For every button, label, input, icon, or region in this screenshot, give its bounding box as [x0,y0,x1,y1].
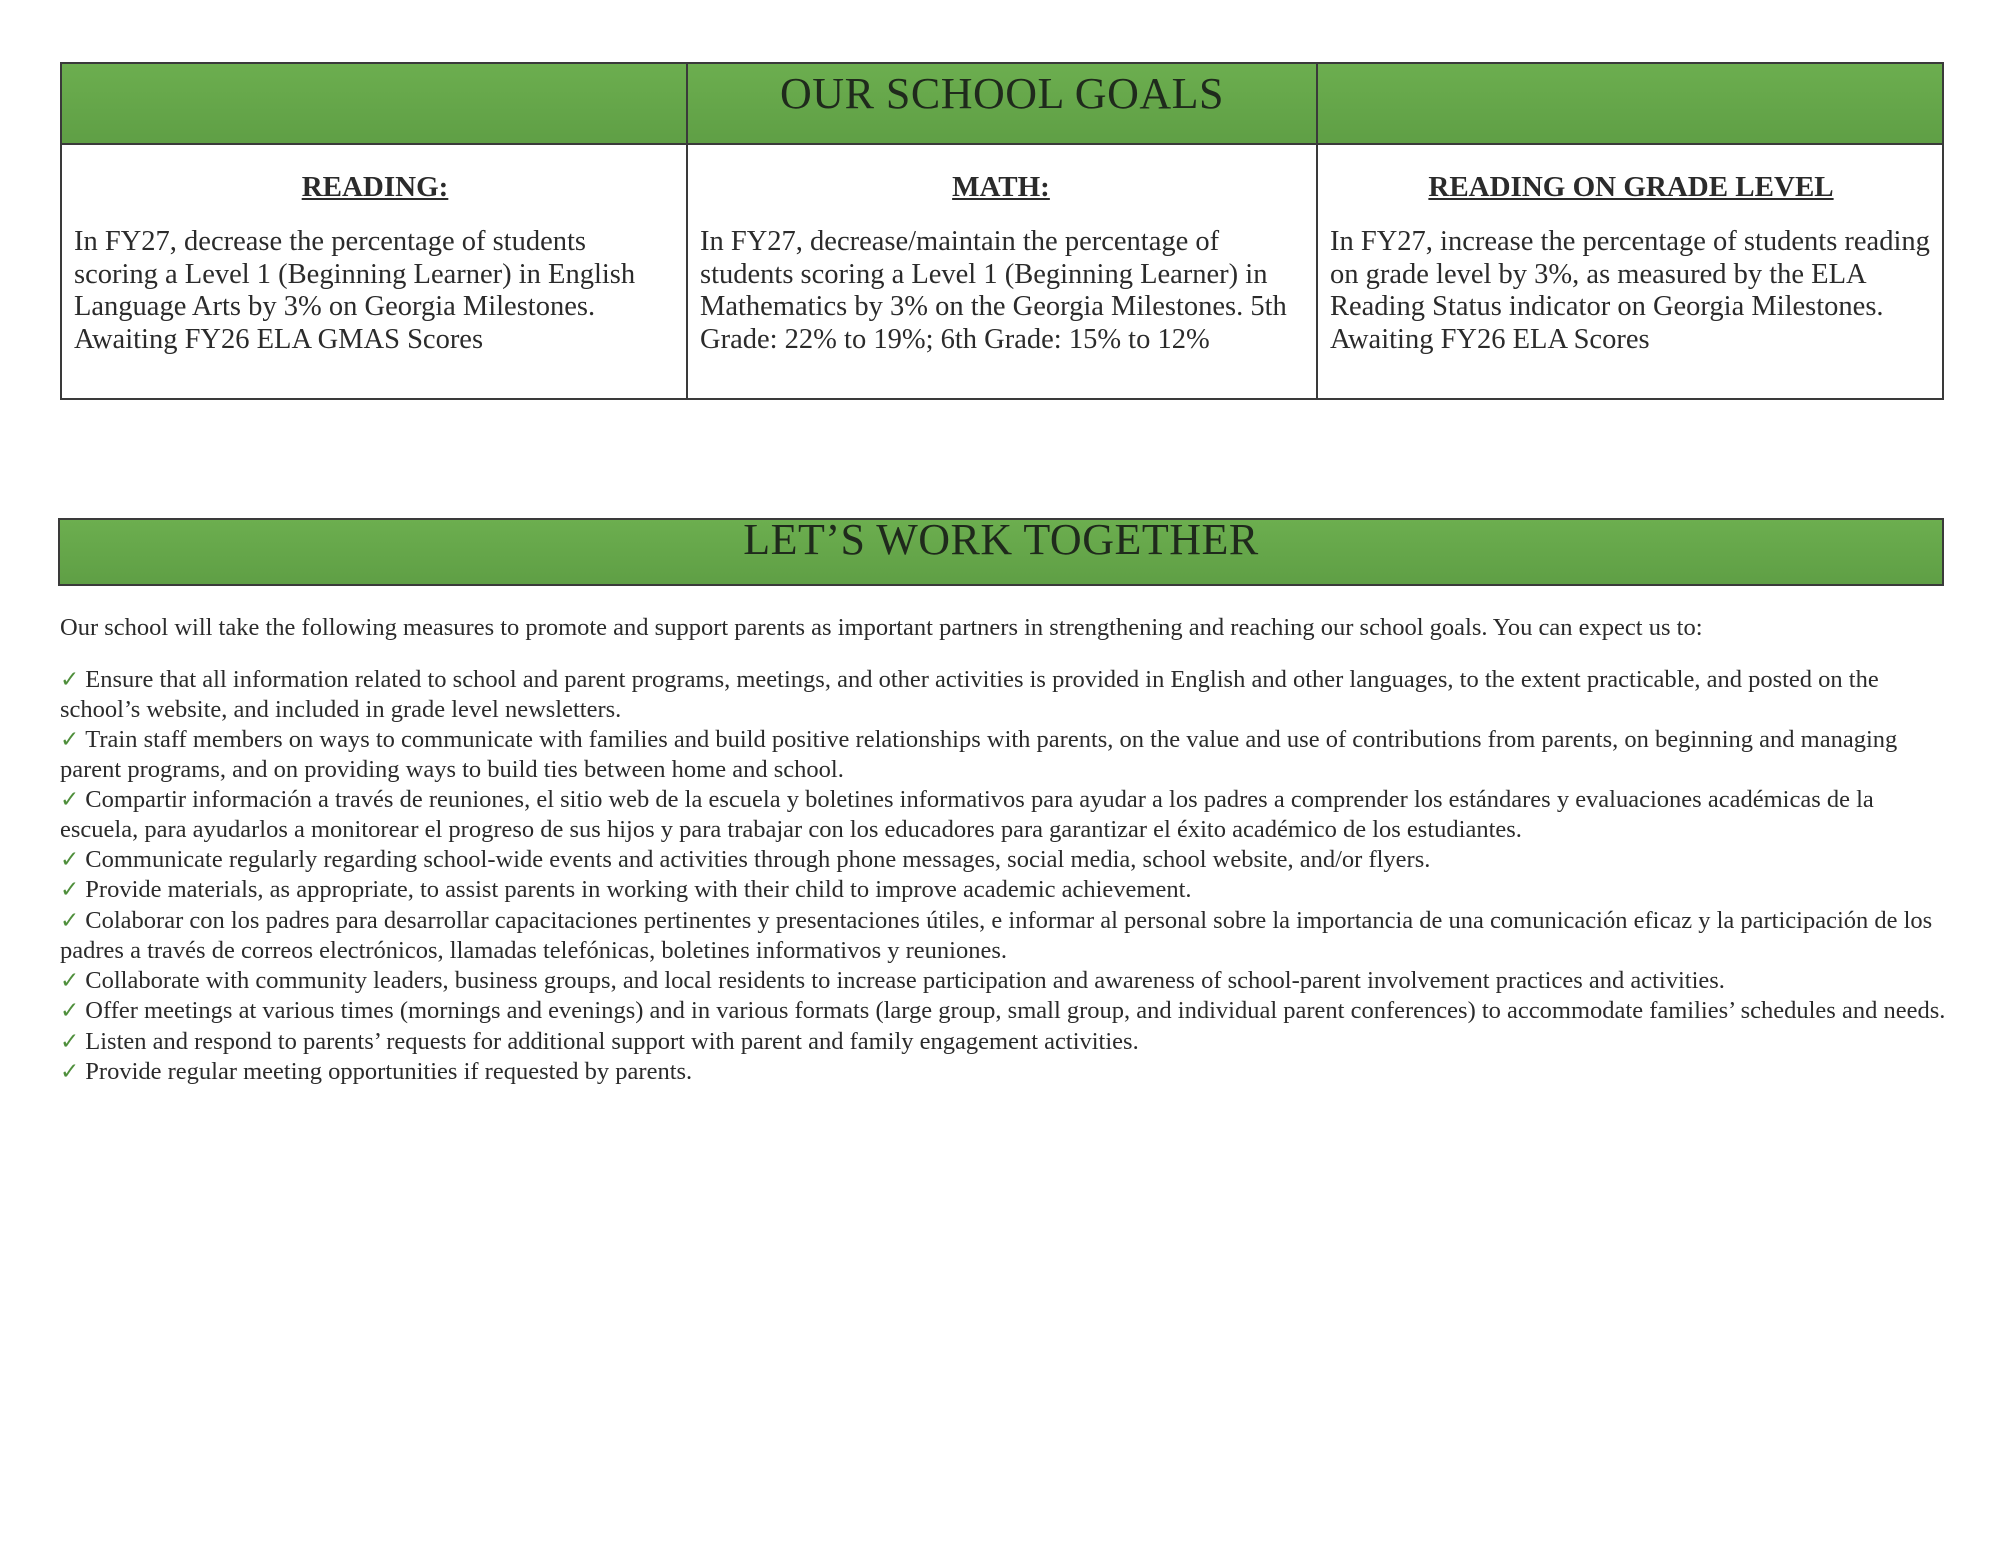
goals-header-banner [62,64,1942,145]
measure-item [60,1027,1946,1058]
goal-heading: MATH: [952,171,1050,203]
checkmark-icon: ✓ [60,1028,80,1055]
measure-item [60,996,1946,1027]
goal-math [688,145,1314,400]
measure-text: Offer meetings at various times (mornings and evenings) and in various formats (large group, small group, and individual parent conferences) to accommodate families’ schedules and needs. [85,997,1946,1024]
work-together-title: LET’S WORK TOGETHER [743,515,1259,564]
goal-text: In FY27, decrease/maintain the percentage of students scoring a Level 1 (Beginning Learner) in Mathematics by 3% on the Georgia Milestones. 5th Grade: 22% to 19%; 6th Grade: 15% to 12% [700,226,1287,355]
measure-item [60,725,1946,785]
checkmark-icon: ✓ [60,666,80,693]
measure-text: Provide materials, as appropriate, to assist parents in working with their child to improve academic achievement. [85,876,1192,903]
measure-item [60,845,1946,876]
checkmark-icon: ✓ [60,877,80,903]
measure-text: Train staff members on ways to communicate with families and build positive relationships with parents, on the value and use of contributions from parents, on beginning and managing parent programs, and on providing ways to build ties between home and school. [60,725,1898,783]
measure-item [60,966,1946,997]
goal-text: In FY27, decrease the percentage of students scoring a Level 1 (Beginning Learner) in English Language Arts by 3% on Georgia Milestones. Awaiting FY26 ELA GMAS Scores [74,226,636,355]
measures-list [60,665,1946,1088]
measure-text: Compartir información a través de reuniones, el sitio web de la escuela y boletines informativos para ayudar a los padres a comprender los estándares y evaluaciones académicas de la escuela, para ayudarlos a monitorear el progreso de sus hijos y para trabajar con los educadores para garantizar el éxito académico de los estudiantes. [60,785,1874,843]
goal-reading-grade-level [1318,145,1944,400]
goal-heading: READING ON GRADE LEVEL [1428,171,1834,203]
measure-text: Ensure that all information related to school and parent programs, meetings, and other activities is provided in English and other languages, to the extent practicable, and posted on the school’s website, and included in grade level newsletters. [60,665,1879,723]
measure-text: Colaborar con los padres para desarrollar capacitaciones pertinentes y presentaciones útiles, e informar al personal sobre la importancia de una comunicación eficaz y la participación de los padres a través de correos electrónicos, llamadas telefónicas, boletines informativos y reuniones. [60,906,1933,964]
measure-text: Collaborate with community leaders, business groups, and local residents to increase participation and awareness of school-parent involvement practices and activities. [85,966,1725,994]
checkmark-icon: ✓ [60,726,80,753]
measure-text: Provide regular meeting opportunities if requested by parents. [85,1058,693,1085]
measure-item [60,785,1946,845]
measure-text: Communicate regularly regarding school-wide events and activities through phone messages, social media, school website, and/or flyers. [85,845,1431,873]
checkmark-icon: ✓ [60,846,80,873]
measure-item [60,906,1946,966]
work-together-banner [58,515,1944,586]
goal-text: In FY27, increase the percentage of students reading on grade level by 3%, as measured by the ELA Reading Status indicator on Georgia Milestones. Awaiting FY26 ELA Scores [1330,226,1930,355]
goals-title: OUR SCHOOL GOALS [780,69,1224,118]
goal-reading [62,145,688,400]
goal-heading: READING: [301,171,449,203]
intro-paragraph: Our school will take the following measures to promote and support parents as important partners in strengthening and reaching our school goals. You can expect us to: [60,614,1703,641]
measure-text: Listen and respond to parents’ requests for additional support with parent and family engagement activities. [85,1027,1139,1055]
checkmark-icon: ✓ [60,967,80,994]
work-together-body [60,613,1946,1088]
measure-item [60,665,1946,725]
measure-item [60,875,1946,906]
measure-item [60,1057,1946,1088]
checkmark-icon: ✓ [60,786,80,813]
checkmark-icon: ✓ [60,1059,80,1085]
checkmark-icon: ✓ [60,907,80,934]
school-goals-table [60,62,1944,400]
checkmark-icon: ✓ [60,998,80,1024]
